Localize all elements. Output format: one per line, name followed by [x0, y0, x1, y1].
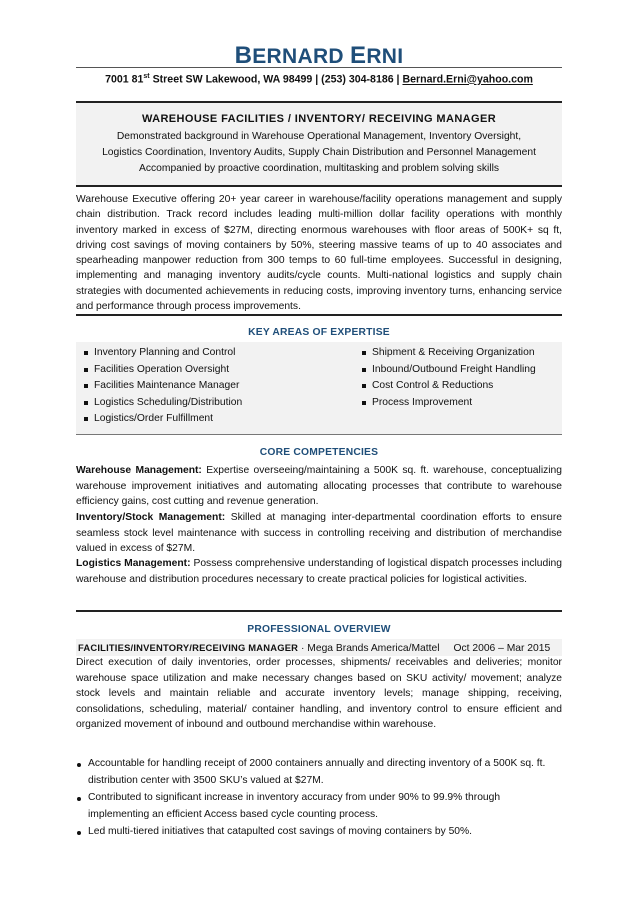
address-number: 7001 81 — [105, 73, 144, 86]
candidate-name: BERNARD ERNI — [234, 42, 404, 69]
achievement-item: Accountable for handling receipt of 2000 containers annually and directing inventory of a 500K sq. ft. distribution center with 3500 SKU’s valued at $27M. — [76, 756, 562, 789]
address-phone: Street SW Lakewood, WA 98499 | (253) 304-8186 | — [149, 73, 403, 86]
expertise-item: Inventory Planning and Control — [84, 345, 242, 362]
email-link[interactable]: Bernard.Erni@yahoo.com — [402, 73, 533, 86]
expertise-item: Facilities Operation Oversight — [84, 362, 242, 379]
headline-line: Logistics Coordination, Inventory Audits, Supply Chain Distribution and Personnel Management — [102, 147, 536, 158]
expertise-item: Process Improvement — [362, 395, 536, 412]
headline-band — [76, 101, 562, 187]
section-divider — [76, 610, 562, 612]
job-separator: · — [298, 643, 308, 654]
job-header — [76, 639, 562, 656]
address-suffix: st — [143, 73, 150, 80]
contact-line — [0, 73, 638, 86]
achievement-item: Led multi-tiered initiatives that catapulted cost savings of moving containers by 50%. — [76, 824, 562, 841]
expertise-list-left — [84, 345, 242, 428]
achievement-list — [76, 756, 562, 842]
job-title: FACILITIES/INVENTORY/RECEIVING MANAGER — [78, 642, 299, 653]
job-description: Direct execution of daily inventories, order processes, shipments/ receivables and deliveries; monitor warehouse space utilization and make necessary changes based on SKU activity/ movement; analyze stock levels and maintain reliable and accurate inventory levels; manage shipping, receiving, consolidations, scheduling, material/ container handling, and inventory control to ensure efficient and organized movement of inbound and outbound merchandise within warehouse. — [76, 657, 562, 730]
expertise-heading: KEY AREAS OF EXPERTISE — [248, 327, 390, 338]
competency-warehouse: Warehouse Management: Expertise overseeing/maintaining a 500K sq. ft. warehouse, conceptualizing warehouse improvement initiatives and automating allocating processes that contribute to warehouse efficiency gains, cost cutting and revenue generation. — [76, 465, 562, 507]
expertise-item: Logistics/Order Fulfillment — [84, 411, 242, 428]
target-title: WAREHOUSE FACILITIES / INVENTORY/ RECEIVING MANAGER — [141, 113, 497, 125]
headline-line: Demonstrated background in Warehouse Operational Management, Inventory Oversight, — [116, 131, 522, 142]
expertise-box — [76, 342, 562, 434]
company-name: Mega Brands America/Mattel — [307, 643, 440, 654]
expertise-divider — [76, 434, 562, 435]
expertise-item: Facilities Maintenance Manager — [84, 378, 242, 395]
expertise-item: Shipment & Receiving Organization — [362, 345, 536, 362]
section-divider — [76, 314, 562, 316]
overview-heading: PROFESSIONAL OVERVIEW — [247, 624, 391, 635]
expertise-item: Cost Control & Reductions — [362, 378, 536, 395]
headline-line: Accompanied by proactive coordination, multitasking and problem solving skills — [139, 163, 499, 174]
expertise-list-right — [362, 345, 536, 411]
achievement-item: Contributed to significant increase in inventory accuracy from under 90% to 99.9% through implementing an efficient Access based cycle counting process. — [76, 790, 562, 823]
executive-summary: Warehouse Executive offering 20+ year career in warehouse/facility operations management and supply chain distribution. Track record includes leading multi-million dollar facility operations with monthly inventory marked in excess of $27M, directing enormous warehouses with floor areas of 500K+ sq ft, driving cost savings of moving containers by 50%, steering massive teams of up to 40 associates and spearheading manpower reduction from 300 temps to 60 full-time employees. Successful in designing, implementing and managing inventory audits/cycle counts. Multi-national logistics and supply chain strategies with documented achievements in reducing costs, improving inventory turns, enhancing service and performance through process improvements. — [76, 194, 562, 313]
expertise-item: Logistics Scheduling/Distribution — [84, 395, 242, 412]
competencies-heading: CORE COMPETENCIES — [259, 447, 379, 458]
expertise-item: Inbound/Outbound Freight Handling — [362, 362, 536, 379]
competency-inventory: Inventory/Stock Management: Skilled at managing inter-departmental coordination efforts to ensure seamless stock level maintenance with success in controlling receiving and distribution of merchandise valued in excess of $27M. — [76, 512, 562, 554]
header-divider — [76, 67, 562, 68]
competency-logistics: Logistics Management: Possess comprehensive understanding of logistical dispatch processes including warehouse and distribution procedures necessary to create practical policies for logistical activities. — [76, 558, 562, 585]
job-dates: Oct 2006 – Mar 2015 — [453, 643, 551, 654]
headline-description — [76, 129, 562, 177]
